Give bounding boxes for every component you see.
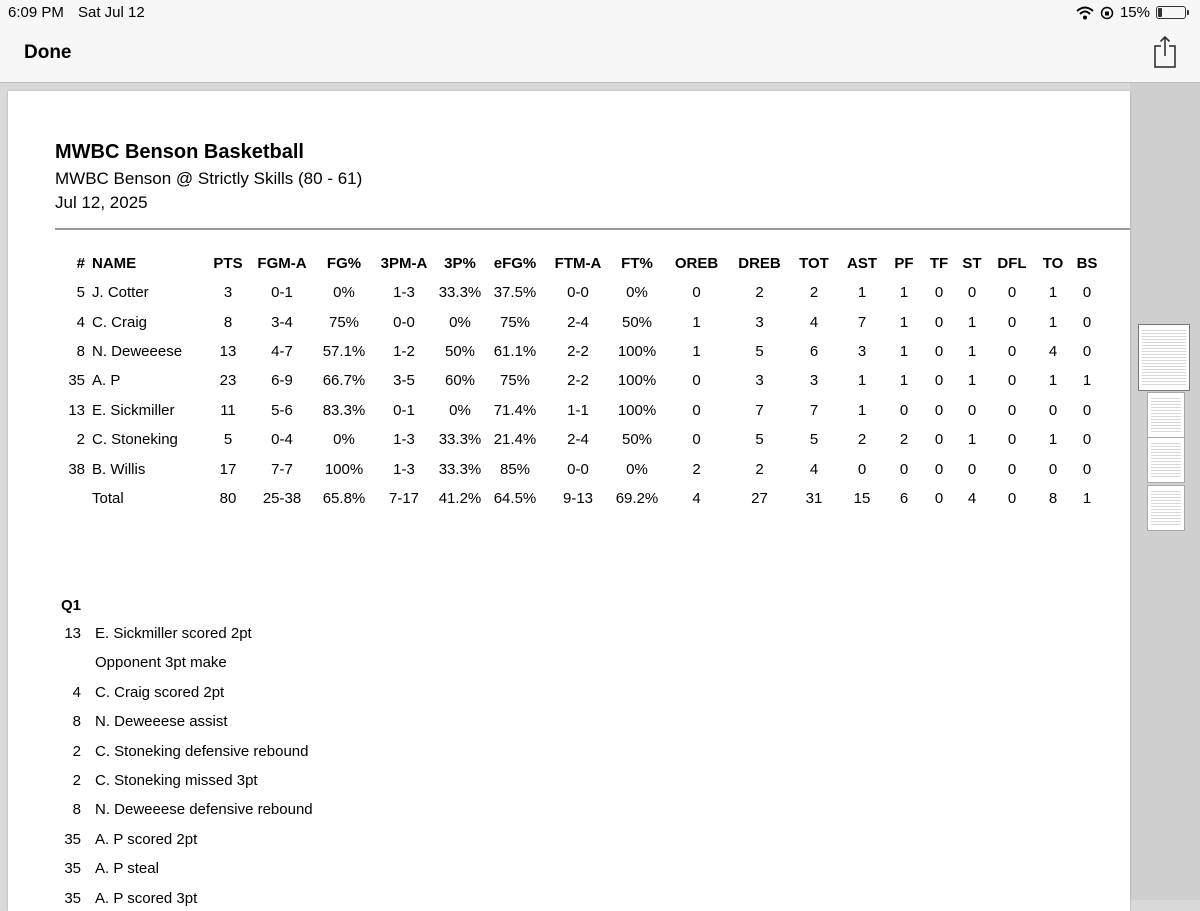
table-cell: 6 <box>899 489 909 507</box>
done-button[interactable]: Done <box>24 42 72 63</box>
table-cell: 75% <box>499 372 531 390</box>
play-description: N. Deweeese defensive rebound <box>95 801 313 819</box>
divider <box>55 228 1130 230</box>
play-player-number: 2 <box>72 771 81 789</box>
table-cell: 4 <box>967 489 977 507</box>
battery-icon <box>1156 6 1186 19</box>
table-cell: 50% <box>621 313 653 331</box>
table-cell: 17 <box>219 460 237 478</box>
table-cell: 4-7 <box>271 342 293 360</box>
table-cell: 1 <box>692 342 701 360</box>
table-cell: C. Craig <box>92 313 148 331</box>
table-cell: 5 <box>76 284 85 302</box>
play-description: N. Deweeese assist <box>95 713 228 731</box>
table-cell: 0 <box>1082 431 1092 449</box>
table-cell: 0 <box>934 313 944 331</box>
column-header: FT% <box>621 254 653 272</box>
table-cell: 1 <box>967 342 977 360</box>
table-cell: 1 <box>899 342 909 360</box>
table-cell: 5 <box>809 431 819 449</box>
table-cell: 0 <box>1048 401 1058 419</box>
table-row <box>55 454 1103 483</box>
table-cell: 2 <box>76 431 85 449</box>
play-player-number: 35 <box>64 889 81 907</box>
table-cell: 0 <box>1082 313 1092 331</box>
table-row <box>55 307 1103 336</box>
game-date: Jul 12, 2025 <box>55 193 148 212</box>
column-header: AST <box>847 254 877 272</box>
table-cell: 4 <box>692 489 701 507</box>
table-cell: 2-4 <box>567 313 589 331</box>
table-cell: 7-17 <box>388 489 420 507</box>
table-header-row <box>55 248 1103 278</box>
table-cell: 1-3 <box>393 284 415 302</box>
column-header: DREB <box>738 254 781 272</box>
table-cell: 37.5% <box>493 284 537 302</box>
table-cell: 2 <box>755 284 764 302</box>
table-cell: 50% <box>444 342 476 360</box>
column-header: PF <box>894 254 914 272</box>
game-matchup: MWBC Benson @ Strictly Skills (80 - 61) <box>55 169 363 188</box>
table-cell: 0 <box>934 372 944 390</box>
table-cell: 71.4% <box>493 401 537 419</box>
table-cell: 0% <box>449 313 471 331</box>
column-header: FGM-A <box>257 254 307 272</box>
column-header: FTM-A <box>554 254 602 272</box>
page-thumbnail[interactable] <box>1147 485 1185 531</box>
table-cell: N. Deweeese <box>92 342 183 360</box>
table-cell: 1 <box>967 431 977 449</box>
play-description: C. Stoneking missed 3pt <box>95 771 258 789</box>
column-header: # <box>76 254 85 272</box>
table-cell: 50% <box>621 431 653 449</box>
table-row <box>55 366 1103 395</box>
table-cell: 1 <box>967 372 977 390</box>
table-cell: 1-2 <box>393 342 415 360</box>
table-cell: 35 <box>68 372 85 390</box>
table-cell: 3 <box>755 372 764 390</box>
page-thumbnail-current[interactable] <box>1138 324 1190 391</box>
table-cell: 1 <box>1048 431 1058 449</box>
table-cell: 3 <box>809 372 819 390</box>
table-cell: 100% <box>617 372 657 390</box>
table-cell: 0% <box>626 460 648 478</box>
table-cell: 33.3% <box>438 460 482 478</box>
table-cell: 2-4 <box>567 431 589 449</box>
share-icon[interactable] <box>1152 34 1178 70</box>
status-date: Sat Jul 12 <box>78 4 145 21</box>
column-header: TOT <box>799 254 829 272</box>
table-cell: 0 <box>934 431 944 449</box>
table-cell: 1 <box>1048 372 1058 390</box>
table-cell: 0 <box>1082 342 1092 360</box>
column-header: NAME <box>92 254 137 272</box>
status-bar <box>0 0 1200 26</box>
table-cell: 3 <box>223 284 233 302</box>
page-thumbnail[interactable] <box>1147 437 1185 483</box>
battery-percent: 15% <box>1119 4 1150 21</box>
table-cell: Total <box>92 489 124 507</box>
status-time: 6:09 PM <box>8 4 64 21</box>
table-cell: 0% <box>626 284 648 302</box>
table-cell: 11 <box>220 401 236 419</box>
table-cell: 2-2 <box>567 342 589 360</box>
status-indicators <box>1076 4 1186 21</box>
column-header: eFG% <box>493 254 537 272</box>
table-cell: 33.3% <box>438 284 482 302</box>
table-cell: 61.1% <box>493 342 537 360</box>
orientation-lock-icon <box>1100 6 1114 20</box>
play-player-number: 4 <box>72 683 81 701</box>
table-cell: 1 <box>899 372 909 390</box>
table-cell: 0 <box>1007 431 1017 449</box>
table-cell: 0% <box>449 401 471 419</box>
page-thumbnail[interactable] <box>1147 392 1185 438</box>
table-cell: 0 <box>1082 401 1092 419</box>
table-cell: 0 <box>934 460 944 478</box>
table-cell: C. Stoneking <box>92 431 178 449</box>
table-cell: 3 <box>857 342 867 360</box>
table-cell: 0 <box>967 460 977 478</box>
table-cell: 38 <box>68 460 85 478</box>
table-cell: 0 <box>934 342 944 360</box>
play-player-number: 35 <box>64 860 81 878</box>
battery-level <box>1158 8 1162 17</box>
table-cell: E. Sickmiller <box>92 401 175 419</box>
column-header: BS <box>1076 254 1098 272</box>
table-cell: 3-4 <box>271 313 293 331</box>
table-cell: 1-3 <box>393 460 415 478</box>
table-cell: 4 <box>809 313 819 331</box>
table-cell: 0 <box>692 372 701 390</box>
table-cell: 27 <box>751 489 768 507</box>
table-cell: 0 <box>1007 489 1017 507</box>
table-cell: 83.3% <box>322 401 366 419</box>
column-header: 3PM-A <box>380 254 428 272</box>
table-cell: 4 <box>809 460 819 478</box>
table-cell: 0-1 <box>393 401 415 419</box>
table-cell: 0 <box>1048 460 1058 478</box>
table-cell: 0 <box>857 460 867 478</box>
play-description: A. P steal <box>95 860 159 878</box>
table-cell: 4 <box>76 313 85 331</box>
table-cell: 8 <box>1048 489 1058 507</box>
table-cell: 0-0 <box>567 460 589 478</box>
table-cell: 41.2% <box>438 489 482 507</box>
table-row <box>55 278 1103 307</box>
play-player-number: 2 <box>72 742 81 760</box>
table-cell: 1 <box>1082 372 1092 390</box>
table-cell: 5-6 <box>271 401 293 419</box>
table-cell: 60% <box>444 372 476 390</box>
play-player-number: 35 <box>64 830 81 848</box>
totals-row <box>55 484 1103 513</box>
table-cell: 1 <box>899 284 909 302</box>
table-cell: 6-9 <box>271 372 293 390</box>
play-description: A. P scored 3pt <box>95 889 198 907</box>
table-cell: 0 <box>934 489 944 507</box>
table-cell: 0 <box>1082 460 1092 478</box>
table-cell: 3 <box>755 313 764 331</box>
table-cell: 1-3 <box>393 431 415 449</box>
table-cell: 1 <box>1082 489 1092 507</box>
table-cell: 9-13 <box>562 489 594 507</box>
table-cell: 80 <box>219 489 237 507</box>
play-player-number: 8 <box>72 713 81 731</box>
table-cell: 1 <box>967 313 977 331</box>
table-cell: 0 <box>692 401 701 419</box>
table-cell: 13 <box>219 342 237 360</box>
table-cell: 2-2 <box>567 372 589 390</box>
table-cell: 15 <box>853 489 871 507</box>
table-cell: 0 <box>1007 460 1017 478</box>
table-cell: 0-0 <box>567 284 589 302</box>
table-cell: B. Willis <box>92 460 146 478</box>
table-cell: 0 <box>692 431 701 449</box>
table-cell: 1 <box>857 372 867 390</box>
table-cell: 75% <box>328 313 360 331</box>
table-row <box>55 425 1103 454</box>
table-cell: 1 <box>857 401 867 419</box>
table-cell: 1-1 <box>567 401 589 419</box>
column-header: OREB <box>674 254 719 272</box>
table-cell: 7-7 <box>271 460 293 478</box>
table-cell: 0-1 <box>271 284 293 302</box>
table-cell: 31 <box>805 489 823 507</box>
nav-bar <box>0 26 1200 83</box>
table-cell: 0 <box>967 284 977 302</box>
table-cell: 0 <box>1007 342 1017 360</box>
table-cell: 1 <box>1048 284 1058 302</box>
table-cell: 7 <box>755 401 764 419</box>
table-cell: J. Cotter <box>92 284 149 302</box>
table-cell: 3-5 <box>393 372 415 390</box>
table-cell: 0 <box>1007 313 1017 331</box>
table-cell: A. P <box>92 372 121 390</box>
table-cell: 0% <box>333 431 355 449</box>
document-title: MWBC Benson Basketball <box>55 141 304 163</box>
table-cell: 2 <box>899 431 909 449</box>
play-description: Opponent 3pt make <box>95 654 227 672</box>
table-cell: 33.3% <box>438 431 482 449</box>
table-cell: 1 <box>692 313 701 331</box>
box-score-table <box>55 248 1103 513</box>
play-description: E. Sickmiller scored 2pt <box>95 625 252 642</box>
play-description: C. Craig scored 2pt <box>95 683 225 701</box>
quarter-label: Q1 <box>61 597 82 614</box>
table-cell: 1 <box>899 313 909 331</box>
table-cell: 0 <box>1007 284 1017 302</box>
column-header: 3P% <box>444 254 476 272</box>
table-cell: 100% <box>617 401 657 419</box>
table-cell: 0 <box>692 284 701 302</box>
table-cell: 0-0 <box>393 313 415 331</box>
table-cell: 2 <box>755 460 764 478</box>
wifi-icon <box>1076 6 1094 20</box>
table-cell: 65.8% <box>322 489 366 507</box>
table-cell: 7 <box>857 313 867 331</box>
table-cell: 8 <box>223 313 233 331</box>
table-cell: 5 <box>755 431 764 449</box>
table-cell: 1 <box>1048 313 1058 331</box>
table-cell: 2 <box>809 284 819 302</box>
column-header: FG% <box>326 254 362 272</box>
table-cell: 0 <box>899 460 909 478</box>
table-cell: 100% <box>617 342 657 360</box>
table-cell: 23 <box>219 372 237 390</box>
table-row <box>55 396 1103 425</box>
play-description: A. P scored 2pt <box>95 830 198 848</box>
table-cell: 5 <box>755 342 764 360</box>
table-cell: 0 <box>934 401 944 419</box>
table-cell: 5 <box>223 431 233 449</box>
table-cell: 7 <box>809 401 819 419</box>
column-header: TO <box>1042 254 1064 272</box>
table-cell: 2 <box>692 460 701 478</box>
table-cell: 69.2% <box>615 489 659 507</box>
table-cell: 0 <box>967 401 977 419</box>
table-cell: 66.7% <box>322 372 366 390</box>
table-cell: 4 <box>1048 342 1058 360</box>
table-cell: 6 <box>809 342 819 360</box>
table-cell: 75% <box>499 313 531 331</box>
table-cell: 85% <box>499 460 531 478</box>
play-description: C. Stoneking defensive rebound <box>95 742 309 760</box>
table-cell: 0-4 <box>271 431 293 449</box>
table-cell: 21.4% <box>493 431 537 449</box>
table-cell: 1 <box>857 284 867 302</box>
column-header: DFL <box>997 254 1027 272</box>
table-cell: 64.5% <box>493 489 537 507</box>
column-header: PTS <box>213 254 243 272</box>
table-cell: 57.1% <box>322 342 366 360</box>
table-cell: 0 <box>899 401 909 419</box>
column-header: TF <box>929 254 949 272</box>
table-cell: 2 <box>857 431 867 449</box>
table-cell: 0 <box>1007 372 1017 390</box>
table-cell: 25-38 <box>262 489 302 507</box>
table-cell: 0 <box>934 284 944 302</box>
document-page <box>8 91 1130 911</box>
table-cell: 0 <box>1082 284 1092 302</box>
table-cell <box>55 484 85 513</box>
play-player-number: 8 <box>72 801 81 819</box>
play-player-number: 13 <box>64 625 81 642</box>
table-cell: 0% <box>333 284 355 302</box>
table-cell: 8 <box>76 342 85 360</box>
column-header: ST <box>962 254 982 272</box>
table-cell: 0 <box>1007 401 1017 419</box>
table-row <box>55 337 1103 366</box>
table-cell: 100% <box>324 460 364 478</box>
table-cell: 13 <box>68 401 85 419</box>
